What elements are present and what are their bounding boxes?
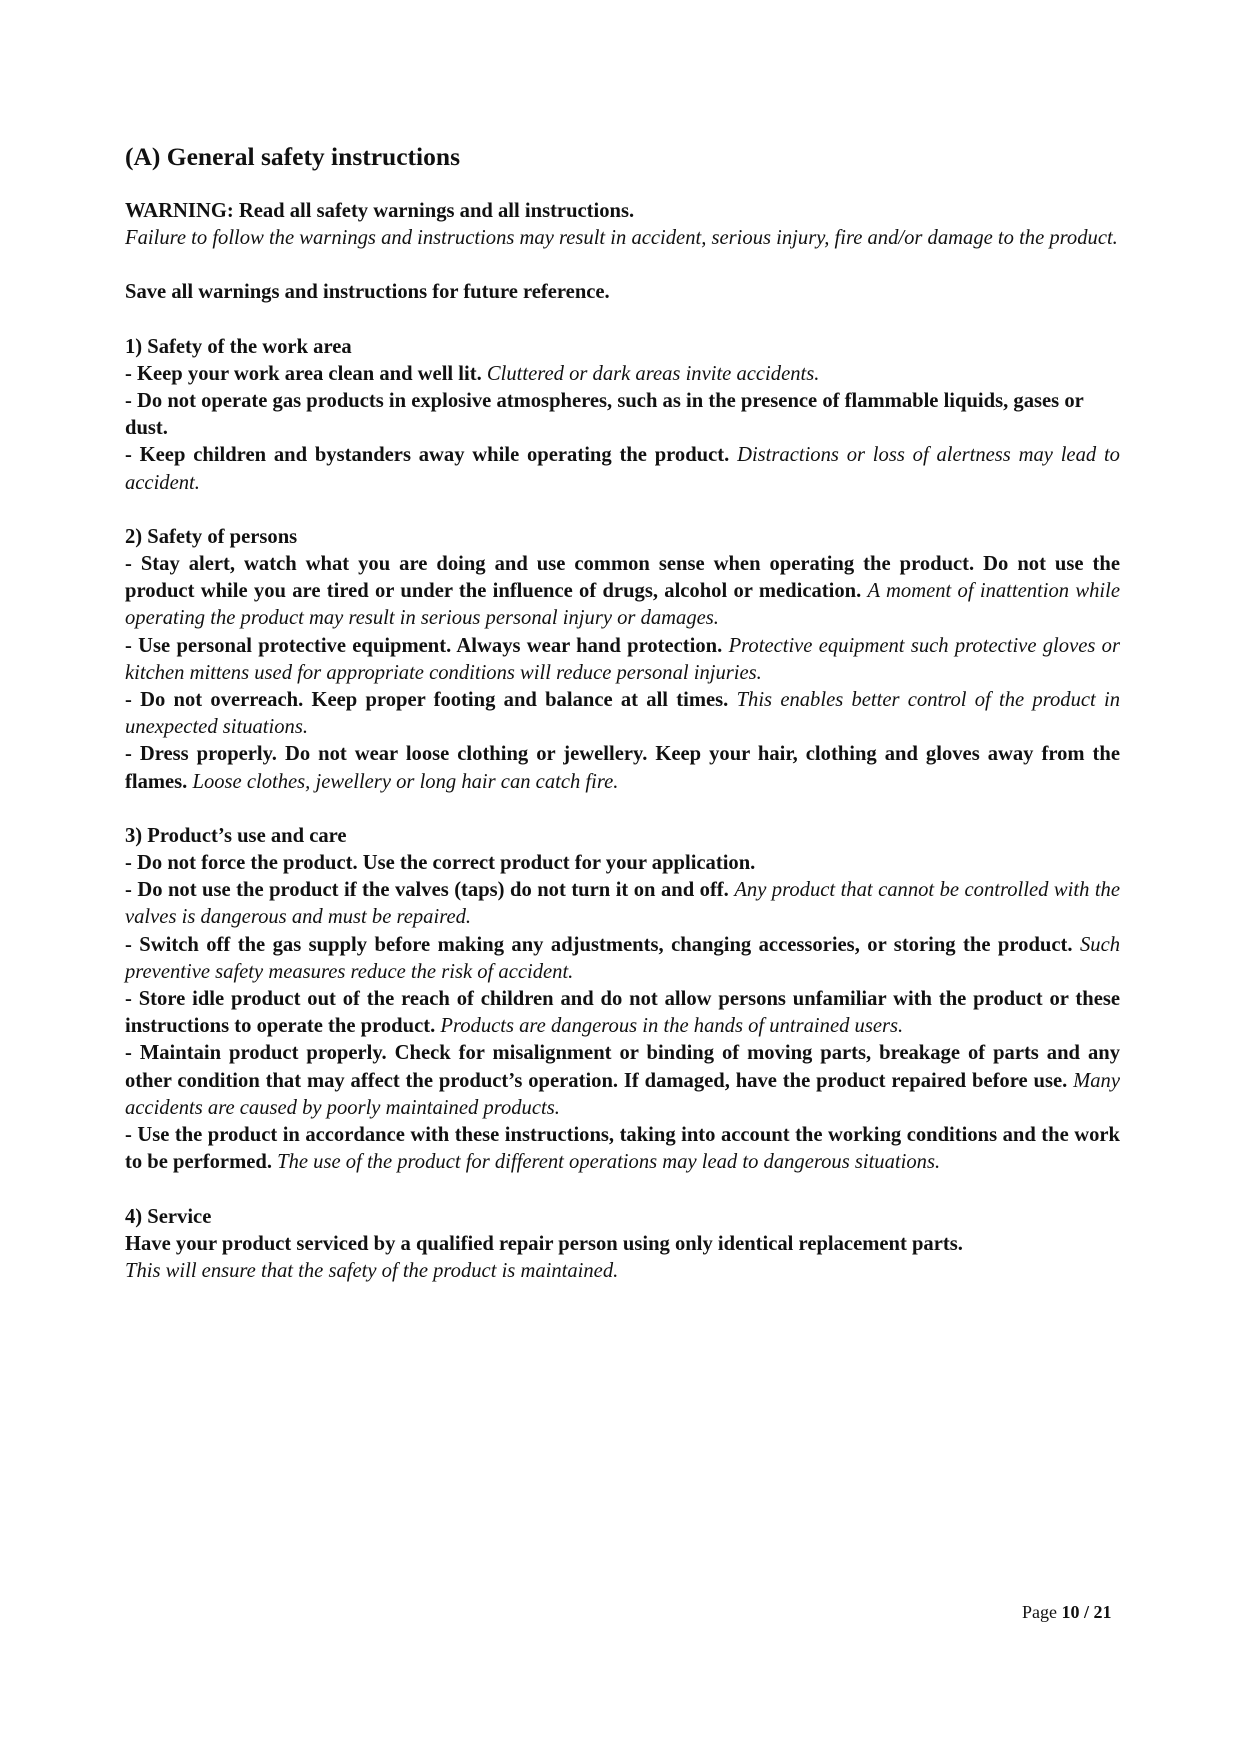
page-label: Page (1022, 1602, 1057, 1622)
instruction-text: - Do not overreach. Keep proper footing and balance at all times. (125, 689, 729, 712)
service-note: This will ensure that the safety of the product is maintained. (125, 1259, 619, 1282)
section-heading-persons: 2) Safety of persons (125, 525, 298, 548)
instruction-text: - Stay alert, watch what you are doing and use common sense when operating the product. Do not use the product while you are tired or under the influence of drugs, alcohol or medication. (125, 553, 1120, 603)
list-item (125, 741, 1120, 795)
instruction-note: Such preventive safety measures reduce the risk of accident. (125, 933, 1120, 983)
instruction-note: Any product that cannot be controlled with the valves is dangerous and must be repaired. (125, 879, 1120, 929)
list-item (125, 551, 1120, 633)
section-heading-use-care: 3) Product’s use and care (125, 824, 347, 847)
instruction-note: Many accidents are caused by poorly maintained products. (125, 1069, 1120, 1119)
page-number (1022, 1600, 1112, 1624)
list-item (125, 361, 1120, 388)
instruction-text: - Use the product in accordance with these instructions, taking into account the working conditions and the work to be performed. (125, 1124, 1120, 1174)
instruction-text: - Do not force the product. Use the correct product for your application. (125, 852, 756, 875)
list-item (125, 388, 1120, 442)
spacer (125, 1177, 1120, 1204)
warning-heading: WARNING: Read all safety warnings and all instructions. (125, 200, 635, 222)
instruction-text: - Maintain product properly. Check for misalignment or binding of moving parts, breakage of parts and any other condition that may affect the product’s operation. If damaged, have the product repaired before use. (125, 1042, 1120, 1092)
instruction-note: This enables better control of the product in unexpected situations. (125, 689, 1121, 739)
list-item (125, 633, 1120, 687)
list-item (125, 1122, 1120, 1176)
section-heading-work-area: 1) Safety of the work area (125, 335, 352, 358)
instruction-note: Cluttered or dark areas invite accidents. (486, 362, 820, 385)
service-instruction: Have your product serviced by a qualified repair person using only identical replacement parts. (125, 1232, 963, 1255)
section-heading-service: 4) Service (125, 1205, 212, 1228)
page-title: (A) General safety instructions (125, 142, 460, 171)
document-body (125, 198, 1120, 1285)
instruction-text: - Use personal protective equipment. Always wear hand protection. (125, 634, 723, 657)
list-item (125, 442, 1120, 496)
instruction-text: - Keep children and bystanders away while operating the product. (125, 444, 730, 467)
page-separator: / (1084, 1602, 1090, 1622)
spacer (125, 252, 1120, 279)
list-item (125, 687, 1120, 741)
instruction-note: Distractions or loss of alertness may lead to accident. (125, 444, 1120, 494)
instruction-note: A moment of inattention while operating the product may result in serious personal injury or damages. (125, 580, 1120, 630)
list-item (125, 986, 1120, 1040)
instruction-text: - Switch off the gas supply before making any adjustments, changing accessories, or storing the product. (125, 933, 1073, 956)
instruction-text: - Store idle product out of the reach of children and do not allow persons unfamiliar with the product or these instructions to operate the product. (125, 988, 1120, 1038)
instruction-note: Protective equipment such protective gloves or kitchen mittens used for appropriate conditions will reduce personal injuries. (125, 634, 1120, 684)
instruction-text: - Dress properly. Do not wear loose clothing or jewellery. Keep your hair, clothing and gloves away from the flames. (125, 743, 1120, 793)
warning-note: Failure to follow the warnings and instructions may result in accident, serious injury, fire and/or damage to the product. (125, 227, 1118, 250)
list-item (125, 932, 1120, 986)
instruction-note: Products are dangerous in the hands of untrained users. (440, 1015, 904, 1038)
instruction-text: - Do not operate gas products in explosive atmospheres, such as in the presence of flammable liquids, gases or dust. (125, 390, 1084, 440)
list-item (125, 850, 1120, 877)
instruction-text: - Keep your work area clean and well lit. (125, 362, 482, 385)
instruction-text: - Do not use the product if the valves (taps) do not turn it on and off. (125, 879, 729, 902)
current-page: 10 (1061, 1602, 1080, 1622)
instruction-note: The use of the product for different operations may lead to dangerous situations. (277, 1151, 941, 1174)
instruction-note: Loose clothes, jewellery or long hair can catch fire. (192, 770, 619, 793)
save-notice: Save all warnings and instructions for future reference. (125, 281, 610, 304)
spacer (125, 796, 1120, 823)
list-item (125, 1040, 1120, 1122)
spacer (125, 497, 1120, 524)
spacer (125, 307, 1120, 334)
list-item (125, 877, 1120, 931)
total-pages: 21 (1093, 1602, 1112, 1622)
